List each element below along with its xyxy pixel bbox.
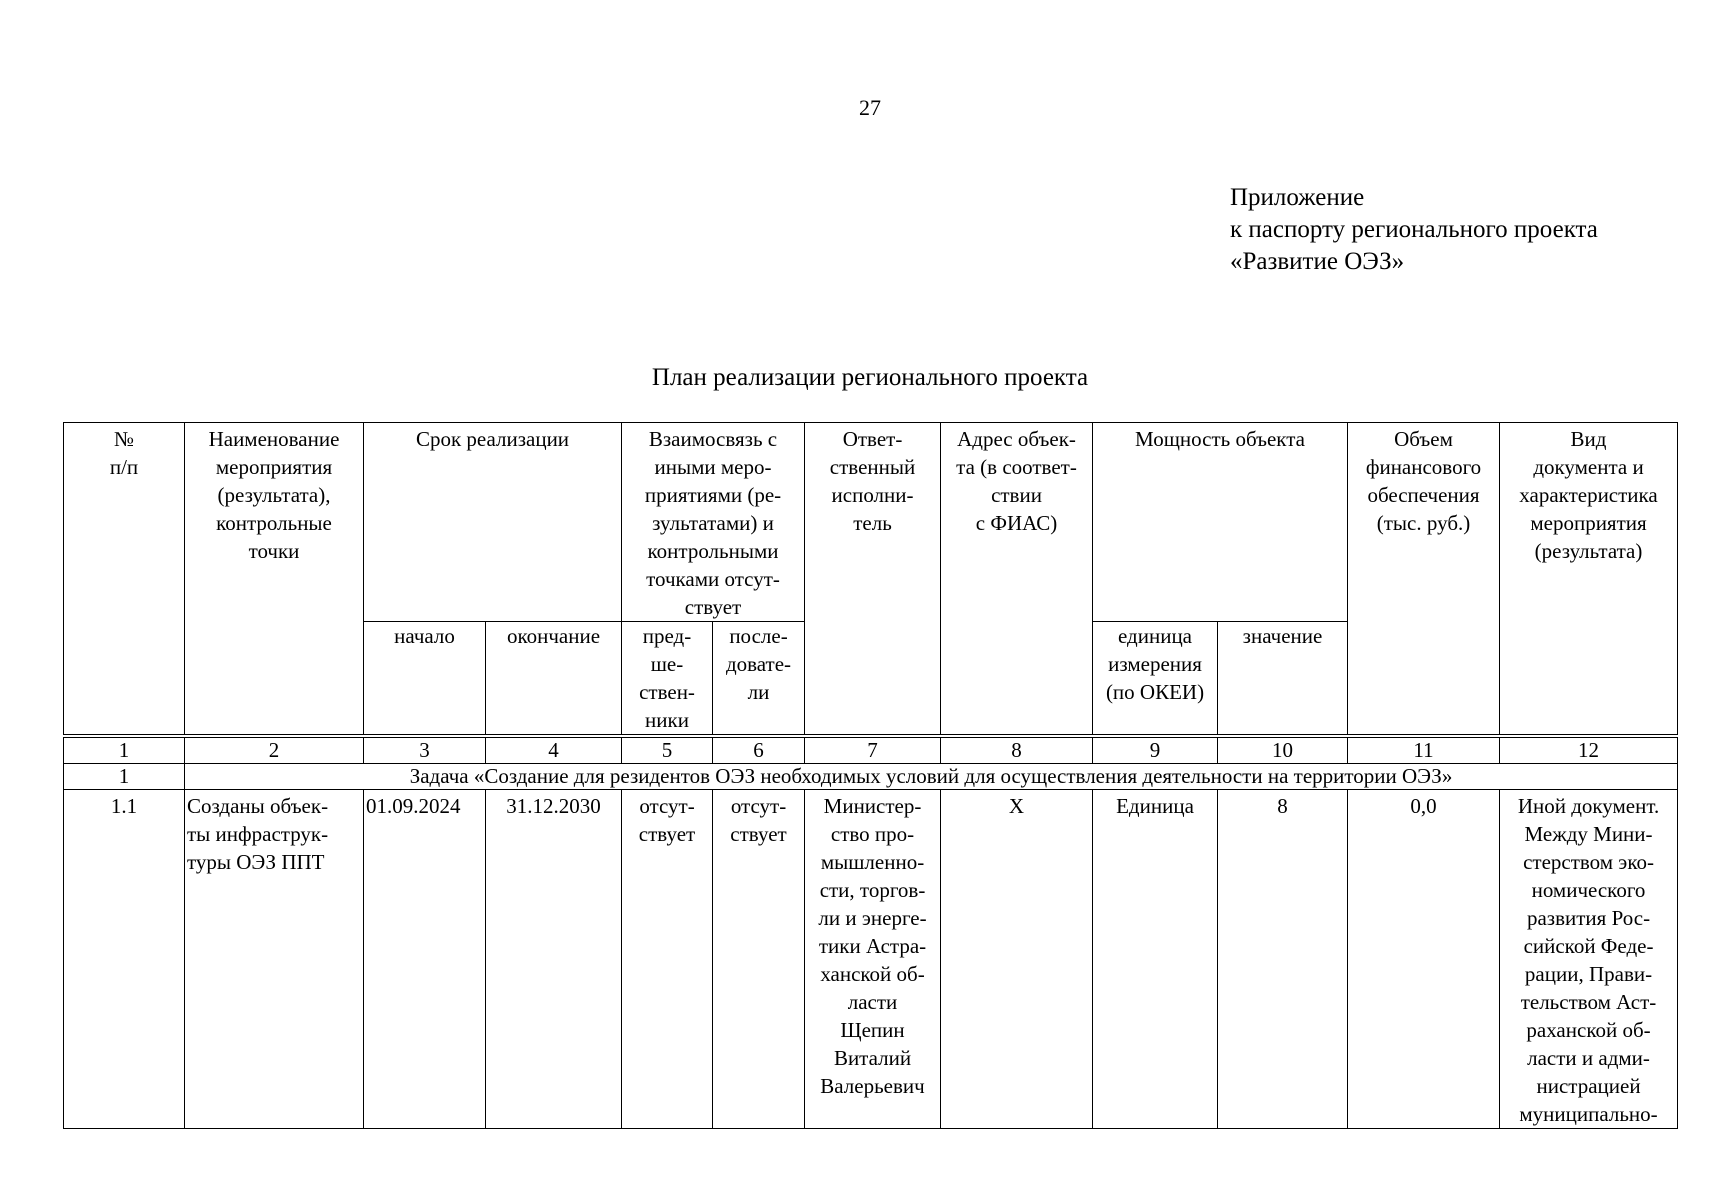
row-successors: отсут- ствует: [713, 790, 805, 1129]
header-name: Наименование мероприятия (результата), контрольные точки: [185, 423, 364, 737]
header-responsible: Ответ- ственный исполни- тель: [805, 423, 941, 737]
column-number: 10: [1218, 736, 1348, 764]
header-predecessors: пред- ше- ствен- ники: [622, 622, 713, 737]
row-doc-type: Иной документ. Между Мини- стерством эко- номического развития Рос- сийской Феде- рации, Прави- тельством Аст- раханской об- ласти и адми- нистрацией муниципально-: [1500, 790, 1678, 1129]
header-successors: после- довате- ли: [713, 622, 805, 737]
header-funding: Объем финансового обеспечения (тыс. руб.): [1348, 423, 1500, 737]
row-value: 8: [1218, 790, 1348, 1129]
row-name: Созданы объек- ты инфраструк- туры ОЭЗ ППТ: [185, 790, 364, 1129]
row-start-date: 01.09.2024: [364, 790, 486, 1129]
row-responsible: Министер- ство про- мышленно- сти, торгов- ли и энерге- тики Астра- ханской об- ласти Щепин Виталий Валерьевич: [805, 790, 941, 1129]
document-title: План реализации регионального проекта: [651, 364, 1089, 391]
column-number: 9: [1093, 736, 1218, 764]
header-start: начало: [364, 622, 486, 737]
header-end: окончание: [486, 622, 622, 737]
column-number: 5: [622, 736, 713, 764]
column-number: 2: [185, 736, 364, 764]
header-num: № п/п: [64, 423, 185, 737]
column-number: 1: [64, 736, 185, 764]
row-unit: Единица: [1093, 790, 1218, 1129]
row-funding: 0,0: [1348, 790, 1500, 1129]
plan-table: [63, 422, 1678, 1129]
header-term: Срок реализации: [364, 423, 622, 622]
appendix-line-3: «Развитие ОЭЗ»: [1230, 248, 1405, 275]
column-number-row: [64, 736, 1678, 764]
task-row: [64, 764, 1678, 790]
column-number: 6: [713, 736, 805, 764]
header-value: значение: [1218, 622, 1348, 737]
appendix-note: [1230, 182, 1598, 278]
row-end-date: 31.12.2030: [486, 790, 622, 1129]
row-address: X: [941, 790, 1093, 1129]
row-predecessors: отсут- ствует: [622, 790, 713, 1129]
header-address: Адрес объек- та (в соответ- ствии с ФИАС): [941, 423, 1093, 737]
header-row-main: [64, 423, 1678, 622]
column-number: 12: [1500, 736, 1678, 764]
appendix-line-2: к паспорту регионального проекта: [1230, 216, 1598, 243]
column-number: 11: [1348, 736, 1500, 764]
task-text: Задача «Создание для резидентов ОЭЗ необходимых условий для осуществления деятельности на территории ОЭЗ»: [185, 764, 1678, 790]
table-row: [64, 790, 1678, 1129]
column-number: 8: [941, 736, 1093, 764]
page-number: 27: [859, 95, 881, 120]
header-doc-type: Вид документа и характеристика мероприятия (результата): [1500, 423, 1678, 737]
header-capacity: Мощность объекта: [1093, 423, 1348, 622]
column-number: 4: [486, 736, 622, 764]
header-unit: единица измерения (по ОКЕИ): [1093, 622, 1218, 737]
appendix-line-1: Приложение: [1230, 184, 1365, 211]
column-number: 7: [805, 736, 941, 764]
header-relation: Взаимосвязь с иными меро- приятиями (ре- зультатами) и контрольными точками отсут- ствует: [622, 423, 805, 622]
row-number: 1.1: [64, 790, 185, 1129]
column-number: 3: [364, 736, 486, 764]
task-number: 1: [64, 764, 185, 790]
